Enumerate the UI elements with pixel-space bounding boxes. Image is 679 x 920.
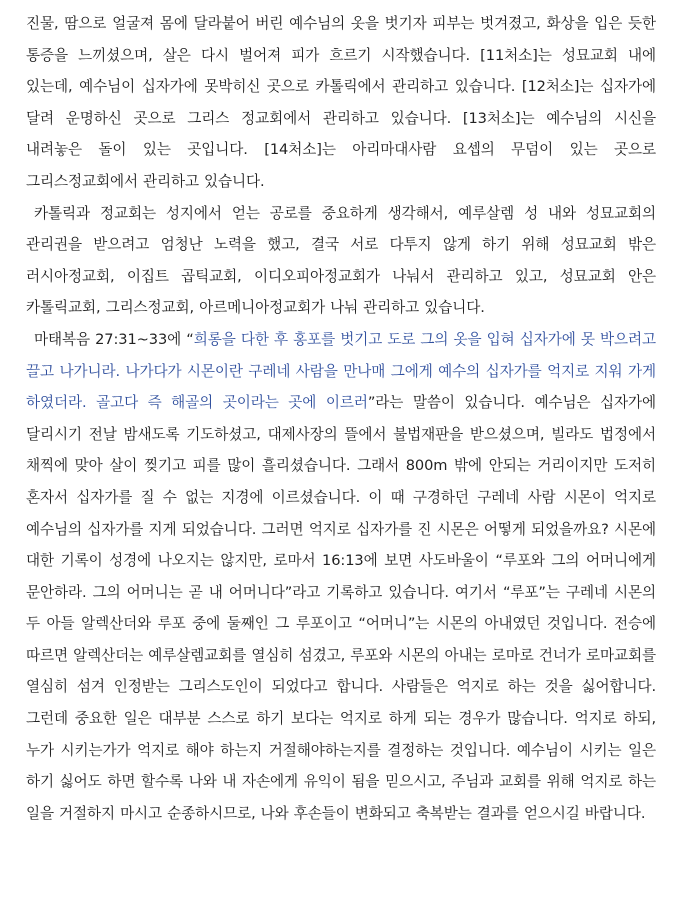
paragraph-simon-body: ”라는 말씀이 있습니다. 예수님은 십자가에 달리시기 전날 밤새도록 기도하셨고, 대제사장의 뜰에서 불법재판을 받으셨으며, 빌라도 법정에서 채찍에 맞아 살이 찢기고 피를 많이 흘리셨습니다. 그래서 800m 밖에 안되는 거리이지만 도저히 혼자서 십자가를 질 수 없는 지경에 이르셨습니다. 이 때 구경하던 구레네 사람 시몬이 억지로 예수님의 십자가를 지게 되었습니다. 그러면 억지로 십자가를 진 시몬은 어떻게 되었을까요? 시몬에 대한 기록이 성경에 나오지는 않지만, 로마서 16:13에 보면 사도바울이 “루포와 그의 어머니에게 문안하라. 그의 어머니는 곧 내 어머니다”라고 기록하고 있습니다. 여기서 “루포”는 구레네 시몬의 두 아들 알렉산더와 루포 중에 둘째인 그 루포이고 “어머니”는 시몬의 아내였던 것입니다. 전승에 따르면 알렉산더는 예루살렘교회를 열심히 섬겼고, 루포와 시몬의 아내는 로마로 건너가 로마교회를 열심히 섬겨 인정받는 그리스도인이 되었다고 합니다. 사람들은 억지로 하는 것을 싫어합니다. 그런데 중요한 일은 대부분 스스로 하기 보다는 억지로 하게 되는 경우가 많습니다. 억지로 하되, 누가 시키는가가 억지로 해야 하는지 거절해야하는지를 결정하는 것입니다. 예수님이 시키는 일은 하기 싫어도 하면 할수록 나와 내 자손에게 유익이 됨을 믿으시고, 주님과 교회를 위해 억지로 하는 일을 거절하지 마시고 순종하시므로, 나와 후손들이 변화되고 축복받는 결과를 얻으시길 바랍니다. [26,394,656,822]
scripture-quote: 희롱을 다한 후 홍포를 벗기고 도로 그의 옷을 입혀 십자가에 못 박으려고 끌고 나가니라. 나가다가 시몬이란 구레네 사람을 만나매 그에게 예수의 십자가를 억지로 지워 가게 하였더라. 골고다 즉 해골의 곳이라는 곳에 이르러 [26,330,656,412]
paragraph-stations: 진물, 땀으로 얼굴져 몸에 달라붙어 버린 예수님의 옷을 벗기자 피부는 벗겨졌고, 화상을 입은 듯한 통증을 느끼셨으며, 살은 다시 벌어져 피가 흐르기 시작했습니다. [11처소]는 성묘교회 내에 있는데, 예수님이 십자가에 못박히신 곳으로 카톨릭에서 관리하고 있습니다. [12처소]는 십자가에 달려 운명하신 곳으로 그리스 정교회에서 관리하고 있습니다. [13처소]는 예수님의 시신을 내려놓은 돌이 있는 곳입니다. [14처소]는 아리마대사람 요셉의 무덤이 있는 곳으로 그리스정교회에서 관리하고 있습니다. [26,15,656,190]
paragraph-churches: 카톨릭과 정교회는 성지에서 얻는 공로를 중요하게 생각해서, 예루살렘 성 내와 성묘교회의 관리권을 받으려고 엄청난 노력을 했고, 결국 서로 다투지 않게 하기 위해 성묘교회 밖은 러시아정교회, 이집트 곱틱교회, 이디오피아정교회가 나눠서 관리하고 있고, 성묘교회 안은 카톨릭교회, 그리스정교회, 아르메니아정교회가 나눠 관리하고 있습니다. [26,204,656,317]
paragraph-simon [26,324,656,830]
document-body [26,8,656,829]
scripture-reference: 마태복음 27:31~33에 “ [34,330,194,348]
